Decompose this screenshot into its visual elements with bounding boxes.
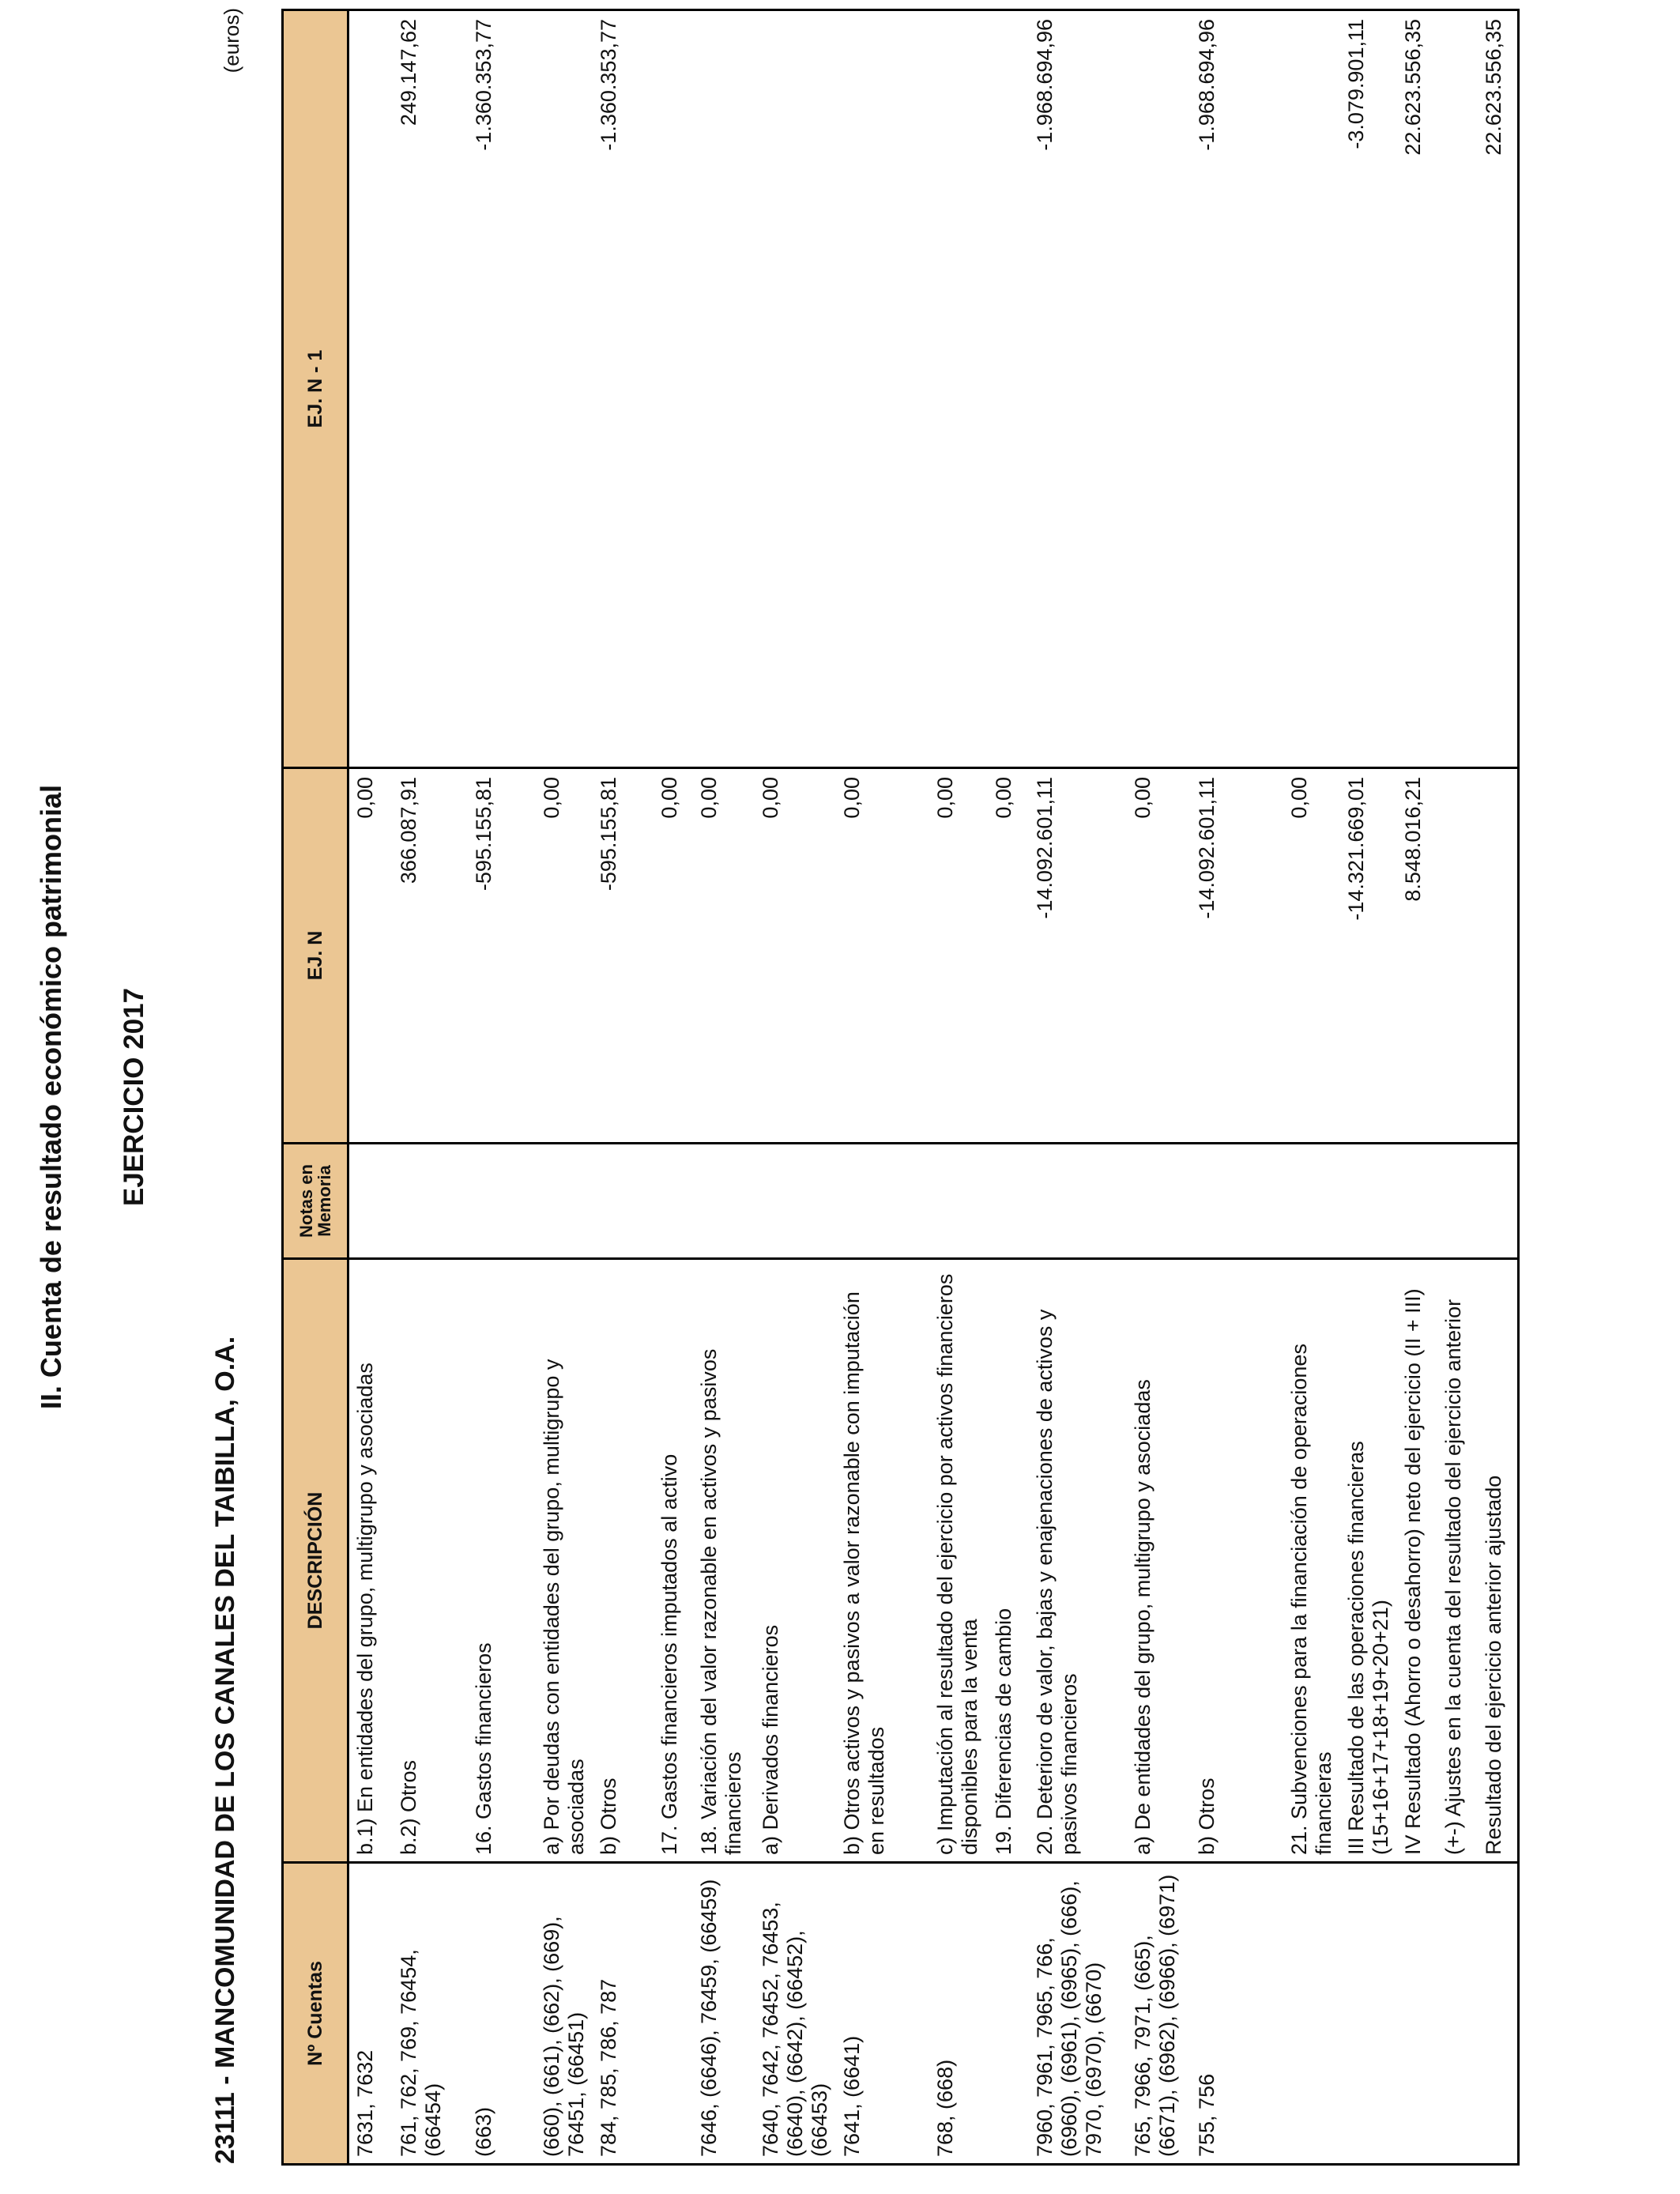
row-accounts (988, 1863, 1029, 2165)
table-row (836, 10, 929, 2165)
row-value-n1 (1127, 10, 1191, 768)
row-accounts: 768, (668) (929, 1863, 988, 2165)
row-description: b) Otros (1191, 1259, 1283, 1863)
table-row (393, 10, 468, 2165)
row-notes (1283, 1144, 1340, 1259)
table-row (755, 10, 836, 2165)
document-title: II. Cuenta de resultado económico patrimonial (35, 784, 67, 1410)
row-notes (1397, 1144, 1437, 1259)
table-row (1127, 10, 1191, 2165)
row-value-n1: -1.360.353,77 (596, 19, 620, 151)
row-description: b.2) Otros (393, 1259, 468, 1863)
row-accounts (1397, 1863, 1437, 2165)
row-value-n1 (755, 10, 836, 768)
row-accounts: 784, 785, 786, 787 (593, 1863, 654, 2165)
row-accounts: (663) (468, 1863, 536, 2165)
income-statement-table (281, 9, 1520, 2166)
table-row (1340, 10, 1397, 2165)
row-description: a) De entidades del grupo, multigrupo y asociadas (1127, 1259, 1191, 1863)
table-row (1283, 10, 1340, 2165)
row-notes (1437, 1144, 1478, 1259)
header-description: DESCRIPCIÓN (283, 1259, 348, 1863)
row-notes (536, 1144, 593, 1259)
row-notes (929, 1144, 988, 1259)
row-value-n1: -1.968.694,96 (1032, 19, 1057, 151)
table-row (468, 10, 536, 2165)
row-description: b) Otros activos y pasivos a valor razonable con imputación en resultados (836, 1259, 929, 1863)
row-notes (1191, 1144, 1283, 1259)
row-description: a) Por deudas con entidades del grupo, multigrupo y asociadas (536, 1259, 593, 1863)
row-accounts: (660), (661), (662), (669), 76451, (66451) (536, 1863, 593, 2165)
row-value-n1: 22.623.556,35 (1481, 19, 1505, 156)
row-notes (1340, 1144, 1397, 1259)
row-description: 17. Gastos financieros imputados al activo (654, 1259, 693, 1863)
row-value-n1 (654, 10, 693, 768)
header-year-n1: EJ. N - 1 (283, 10, 348, 768)
row-value-n: -14.092.601,11 (1029, 768, 1127, 1144)
table-row (1478, 10, 1519, 2165)
row-accounts (1478, 1863, 1519, 2165)
row-accounts (1340, 1863, 1397, 2165)
row-notes (1478, 1144, 1519, 1259)
row-accounts: 7641, (6641) (836, 1863, 929, 2165)
row-notes (348, 1144, 393, 1259)
row-value-n: 0,00 (1283, 768, 1340, 1144)
row-value-n: 366.087,91 (393, 768, 468, 1144)
row-value-n: -595.155,81 (468, 768, 536, 1144)
row-value-n1: -1.968.694,96 (1194, 19, 1219, 151)
row-description: Resultado del ejercicio anterior ajustado (1478, 1259, 1519, 1863)
row-value-n1 (693, 10, 755, 768)
row-description: b.1) En entidades del grupo, multigrupo y asociadas (348, 1259, 393, 1863)
row-value-n (1478, 768, 1519, 1144)
row-description: 16. Gastos financieros (468, 1259, 536, 1863)
row-description: c) Imputación al resultado del ejercicio por activos financieros disponibles para la venta (929, 1259, 988, 1863)
row-accounts: 7631, 7632 (348, 1863, 393, 2165)
table-row (1397, 10, 1437, 2165)
row-notes (755, 1144, 836, 1259)
row-description: a) Derivados financieros (755, 1259, 836, 1863)
row-value-n: -14.321.669,01 (1340, 768, 1397, 1144)
row-value-n1: 249.147,62 (396, 19, 420, 126)
row-value-n: 0,00 (929, 768, 988, 1144)
table-row (1029, 10, 1127, 2165)
row-value-n1: -3.079.901,11 (1343, 19, 1368, 149)
row-value-n: 0,00 (693, 768, 755, 1144)
row-value-n: 0,00 (348, 768, 393, 1144)
header-year-n: EJ. N (283, 768, 348, 1144)
table-row (654, 10, 693, 2165)
row-value-n1 (348, 10, 393, 768)
row-description: 18. Variación del valor razonable en activos y pasivos financieros (693, 1259, 755, 1863)
row-value-n1 (836, 10, 929, 768)
row-value-n1: -1.360.353,77 (471, 19, 495, 151)
row-notes (693, 1144, 755, 1259)
row-description: 20. Deterioro de valor, bajas y enajenaciones de activos y pasivos financieros (1029, 1259, 1127, 1863)
table-row (929, 10, 988, 2165)
exercise-title: EJERCICIO 2017 (119, 987, 149, 1207)
row-value-n: -14.092.601,11 (1191, 768, 1283, 1144)
row-notes (988, 1144, 1029, 1259)
row-description: III Resultado de las operaciones financieras (15+16+17+18+19+20+21) (1340, 1259, 1397, 1863)
row-value-n1 (929, 10, 988, 768)
row-description: 21. Subvenciones para la financiación de operaciones financieras (1283, 1259, 1340, 1863)
row-value-n: 0,00 (755, 768, 836, 1144)
row-accounts (1283, 1863, 1340, 2165)
table-row (693, 10, 755, 2165)
row-value-n1 (536, 10, 593, 768)
entity-name: 23111 - MANCOMUNIDAD DE LOS CANALES DEL TAIBILLA, O.A. (210, 1336, 240, 2164)
header-notes-line1: Notas en (296, 1164, 316, 1238)
table-row (348, 10, 393, 2165)
header-notes-line2: Memoria (315, 1165, 334, 1237)
row-notes (1029, 1144, 1127, 1259)
table-row (1437, 10, 1478, 2165)
row-notes (468, 1144, 536, 1259)
row-accounts: 755, 756 (1191, 1863, 1283, 2165)
row-value-n1 (988, 10, 1029, 768)
table-row (988, 10, 1029, 2165)
header-accounts: Nº Cuentas (283, 1863, 348, 2165)
currency-unit: (euros) (220, 8, 243, 74)
row-accounts: 7640, 7642, 76452, 76453, (6640), (6642), (66452), (66453) (755, 1863, 836, 2165)
row-description: (+-) Ajustes en la cuenta del resultado del ejercicio anterior (1437, 1259, 1478, 1863)
row-notes (593, 1144, 654, 1259)
row-notes (393, 1144, 468, 1259)
row-value-n: 0,00 (654, 768, 693, 1144)
row-accounts: 761, 762, 769, 76454, (66454) (393, 1863, 468, 2165)
table-row (593, 10, 654, 2165)
row-value-n: 0,00 (988, 768, 1029, 1144)
row-value-n1: 22.623.556,35 (1400, 19, 1425, 156)
row-value-n: 0,00 (836, 768, 929, 1144)
header-notes (283, 1144, 348, 1259)
row-value-n1 (1437, 10, 1478, 768)
row-value-n1 (1283, 10, 1340, 768)
row-value-n (1437, 768, 1478, 1144)
row-accounts (1437, 1863, 1478, 2165)
row-notes (654, 1144, 693, 1259)
row-description: IV Resultado (Ahorro o desahorro) neto del ejercicio (II + III) (1397, 1259, 1437, 1863)
row-description: b) Otros (593, 1259, 654, 1863)
row-accounts: 765, 7966, 7971, (665), (6671), (6962), (6966), (6971) (1127, 1863, 1191, 2165)
row-accounts: 7960, 7961, 7965, 766, (6960), (6961), (6965), (666), 7970, (6970), (6670) (1029, 1863, 1127, 2165)
table-row (1191, 10, 1283, 2165)
table-header-row (283, 10, 348, 2165)
table-row (536, 10, 593, 2165)
row-value-n: -595.155,81 (593, 768, 654, 1144)
row-description: 19. Diferencias de cambio (988, 1259, 1029, 1863)
row-value-n: 0,00 (536, 768, 593, 1144)
row-value-n: 0,00 (1127, 768, 1191, 1144)
row-value-n: 8.548.016,21 (1397, 768, 1437, 1144)
row-accounts: 7646, (6646), 76459, (66459) (693, 1863, 755, 2165)
row-notes (1127, 1144, 1191, 1259)
row-accounts (654, 1863, 693, 2165)
row-notes (836, 1144, 929, 1259)
